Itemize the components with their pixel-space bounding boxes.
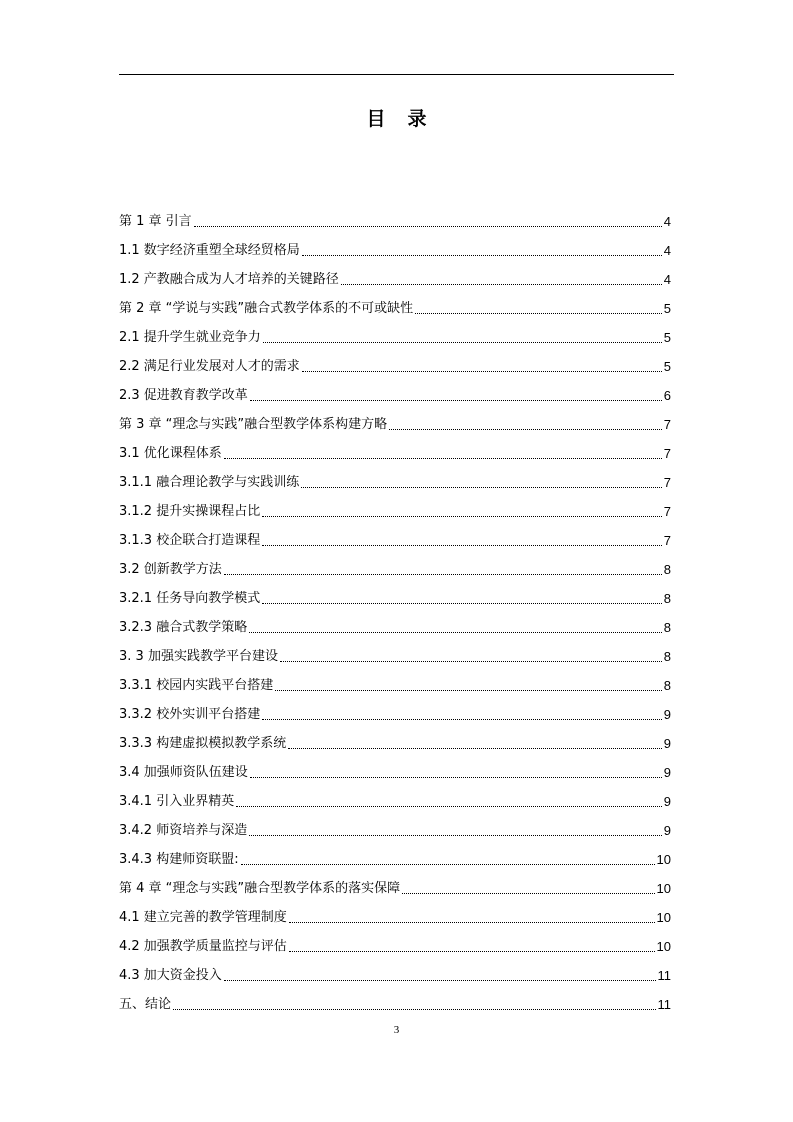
toc-entry-page: 6 (663, 388, 671, 403)
toc-dot-leader (263, 342, 662, 343)
toc-dot-leader (289, 951, 655, 952)
toc-dot-leader (224, 980, 656, 981)
toc-entry-page: 11 (657, 968, 671, 983)
toc-dot-leader (402, 893, 654, 894)
toc-entry[interactable] (119, 696, 671, 725)
toc-entry[interactable] (119, 493, 671, 522)
page-title: 目录 (366, 108, 449, 130)
toc-dot-leader (173, 1009, 655, 1010)
toc-dot-leader (236, 806, 662, 807)
toc-entry-label: 第 3 章 “理念与实践”融合型教学体系构建方略 (119, 417, 388, 432)
toc-entry-page: 7 (663, 533, 671, 548)
toc-entry-label: 第 1 章 引言 (119, 214, 192, 229)
toc-entry-label: 3.1 优化课程体系 (119, 446, 222, 461)
page-number: 3 (393, 1024, 400, 1036)
toc-entry-label: 4.2 加强教学质量监控与评估 (119, 939, 287, 954)
toc-entry-page: 8 (663, 591, 671, 606)
toc-dot-leader (302, 255, 662, 256)
toc-entry[interactable] (119, 522, 671, 551)
toc-entry[interactable] (119, 580, 671, 609)
toc-entry-label: 3.4.2 师资培养与深造 (119, 823, 248, 838)
toc-dot-leader (262, 719, 662, 720)
toc-entry-page: 9 (663, 736, 671, 751)
toc-entry-label: 五、结论 (119, 997, 172, 1012)
toc-entry[interactable] (119, 957, 671, 986)
toc-entry-label: 3.3.3 构建虚拟模拟教学系统 (119, 736, 287, 751)
toc-entry-page: 9 (663, 794, 671, 809)
toc-entry-label: 第 4 章 “理念与实践”融合型教学体系的落实保障 (119, 881, 401, 896)
toc-entry-label: 3.1.3 校企联合打造课程 (119, 533, 261, 548)
table-of-contents (119, 203, 671, 1015)
toc-entry[interactable] (119, 638, 671, 667)
toc-entry[interactable] (119, 551, 671, 580)
toc-entry-label: 2.3 促进教育教学改革 (119, 388, 248, 403)
toc-entry-label: 3.3.1 校园内实践平台搭建 (119, 678, 274, 693)
toc-entry-page: 10 (656, 881, 671, 896)
toc-entry-label: 3.2.1 任务导向教学模式 (119, 591, 261, 606)
toc-entry[interactable] (119, 754, 671, 783)
toc-entry-label: 2.2 满足行业发展对人才的需求 (119, 359, 300, 374)
toc-dot-leader (250, 400, 662, 401)
toc-dot-leader (280, 661, 662, 662)
toc-entry-page: 8 (663, 562, 671, 577)
toc-dot-leader (415, 313, 662, 314)
toc-entry[interactable] (119, 870, 671, 899)
toc-entry-page: 7 (663, 475, 671, 490)
toc-entry-page: 4 (663, 214, 671, 229)
toc-entry[interactable] (119, 928, 671, 957)
toc-entry-page: 11 (657, 997, 671, 1012)
toc-entry-label: 3.2 创新教学方法 (119, 562, 222, 577)
toc-entry-page: 7 (663, 504, 671, 519)
toc-entry-label: 4.1 建立完善的教学管理制度 (119, 910, 287, 925)
header-rule (119, 74, 674, 75)
toc-entry-label: 1.2 产教融合成为人才培养的关键路径 (119, 272, 339, 287)
toc-dot-leader (249, 835, 662, 836)
toc-dot-leader (250, 777, 662, 778)
toc-entry-label: 3.4 加强师资队伍建设 (119, 765, 248, 780)
toc-dot-leader (302, 371, 662, 372)
toc-entry-label: 3.1.1 融合理论教学与实践训练 (119, 475, 300, 490)
toc-entry-page: 10 (656, 852, 671, 867)
toc-entry-page: 9 (663, 765, 671, 780)
toc-entry-page: 8 (663, 649, 671, 664)
toc-entry[interactable] (119, 435, 671, 464)
toc-entry-label: 4.3 加大资金投入 (119, 968, 222, 983)
toc-entry[interactable] (119, 783, 671, 812)
toc-entry-label: 3.4.1 引入业界精英 (119, 794, 235, 809)
toc-entry-label: 3.1.2 提升实操课程占比 (119, 504, 261, 519)
toc-dot-leader (275, 690, 662, 691)
toc-entry-label: 3.3.2 校外实训平台搭建 (119, 707, 261, 722)
toc-entry-page: 8 (663, 620, 671, 635)
toc-entry-page: 7 (663, 417, 671, 432)
toc-entry-label: 3.2.3 融合式教学策略 (119, 620, 248, 635)
toc-entry-page: 7 (663, 446, 671, 461)
toc-entry[interactable] (119, 203, 671, 232)
toc-entry-page: 9 (663, 707, 671, 722)
toc-entry-page: 5 (663, 359, 671, 374)
toc-entry-label: 3. 3 加强实践教学平台建设 (119, 649, 278, 664)
toc-entry[interactable] (119, 377, 671, 406)
toc-dot-leader (341, 284, 662, 285)
toc-entry[interactable] (119, 261, 671, 290)
toc-dot-leader (241, 864, 655, 865)
toc-entry-page: 9 (663, 823, 671, 838)
toc-dot-leader (289, 922, 655, 923)
toc-dot-leader (262, 603, 662, 604)
toc-entry-page: 5 (663, 301, 671, 316)
toc-entry[interactable] (119, 986, 671, 1015)
toc-dot-leader (224, 574, 662, 575)
toc-dot-leader (301, 487, 662, 488)
toc-entry[interactable] (119, 812, 671, 841)
toc-dot-leader (224, 458, 662, 459)
toc-entry-label: 3.4.3 构建师资联盟: (119, 852, 239, 867)
toc-dot-leader (249, 632, 662, 633)
toc-entry-label: 第 2 章 “学说与实践”融合式教学体系的不可或缺性 (119, 301, 414, 316)
toc-dot-leader (262, 516, 662, 517)
toc-entry[interactable] (119, 899, 671, 928)
toc-entry[interactable] (119, 406, 671, 435)
toc-entry-page: 4 (663, 272, 671, 287)
toc-entry-label: 1.1 数字经济重塑全球经贸格局 (119, 243, 300, 258)
toc-entry-page: 4 (663, 243, 671, 258)
toc-entry-page: 8 (663, 678, 671, 693)
toc-entry[interactable] (119, 319, 671, 348)
toc-entry-label: 2.1 提升学生就业竞争力 (119, 330, 261, 345)
toc-entry[interactable] (119, 232, 671, 261)
toc-entry-page: 10 (656, 910, 671, 925)
toc-entry[interactable] (119, 348, 671, 377)
toc-entry-page: 10 (656, 939, 671, 954)
toc-entry-page: 5 (663, 330, 671, 345)
toc-dot-leader (389, 429, 662, 430)
toc-entry[interactable] (119, 841, 671, 870)
toc-entry[interactable] (119, 609, 671, 638)
toc-dot-leader (262, 545, 662, 546)
toc-entry[interactable] (119, 725, 671, 754)
toc-dot-leader (288, 748, 662, 749)
toc-entry[interactable] (119, 290, 671, 319)
toc-dot-leader (194, 226, 662, 227)
toc-entry[interactable] (119, 667, 671, 696)
toc-entry[interactable] (119, 464, 671, 493)
